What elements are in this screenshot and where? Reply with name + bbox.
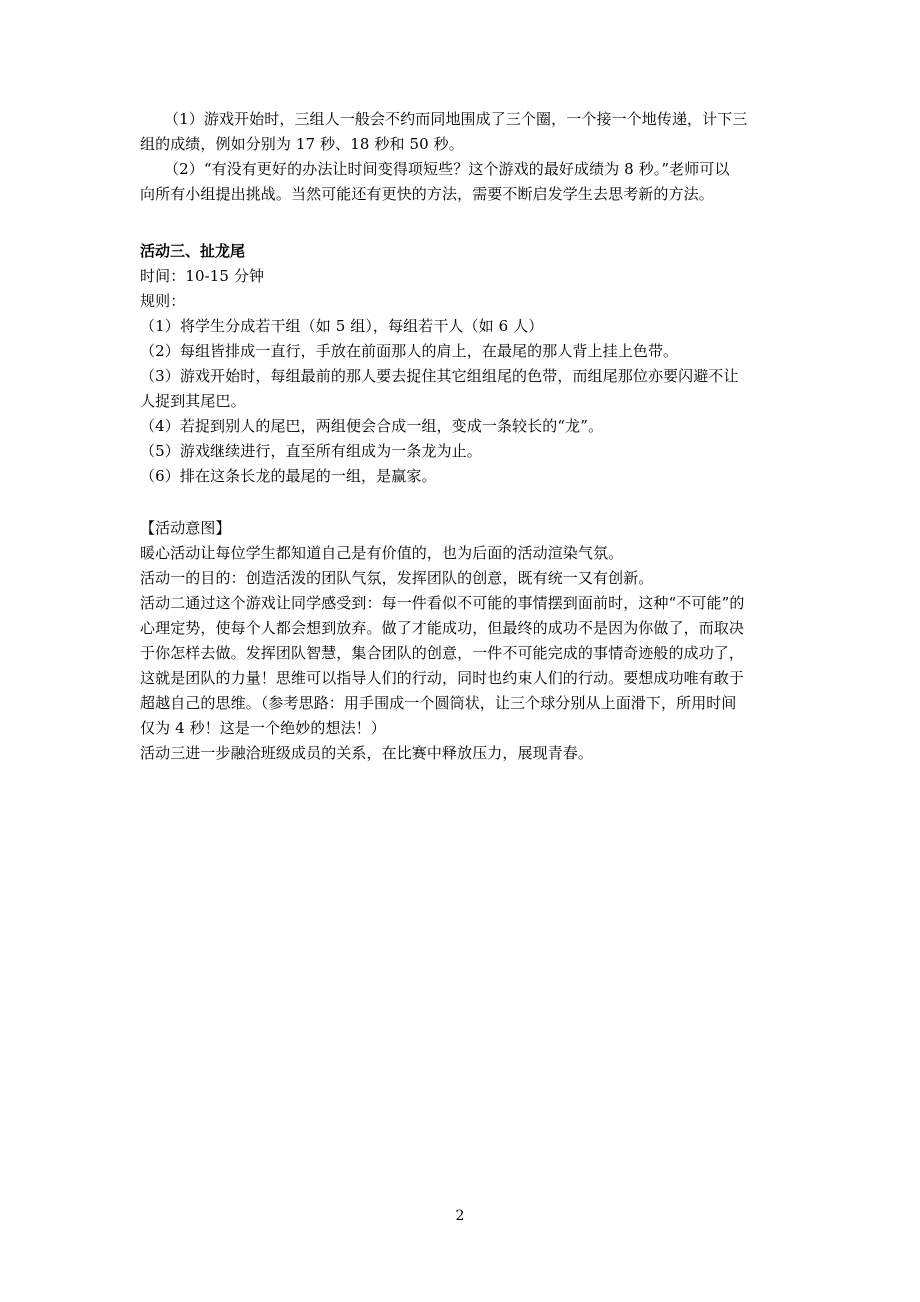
intent-line-3: 活动二通过这个游戏让同学感受到：每一件看似不可能的事情摆到面前时，这种“不可能”的: [140, 594, 745, 612]
intent-line-1: 暖心活动让每位学生都知道自己是有价值的，也为后面的活动渲染气氛。: [140, 544, 624, 562]
prev-point-2-line-2: 向所有小组提出挑战。当然可能还有更快的方法，需要不断启发学生去思考新的方法。: [140, 185, 714, 203]
intent-line-5: 于你怎样去做。发挥团队智慧，集合团队的创意，一件不可能完成的事情奇迹般的成功了，: [140, 644, 745, 662]
activity3-rule-2: （2）每组皆排成一直行，手放在前面那人的肩上，在最尾的那人背上挂上色带。: [140, 342, 679, 360]
intent-line-7: 超越自己的思维。（参考思路：用手围成一个圆筒状，让三个球分别从上面滑下，所用时间: [140, 694, 737, 712]
activity3-rule-6: （6）排在这条长龙的最尾的一组，是赢家。: [140, 467, 437, 485]
intent-line-8: 仅为 4 秒！这是一个绝妙的想法！）: [140, 719, 386, 737]
spacer: [140, 207, 780, 239]
intent-line-2: 活动一的目的：创造活泼的团队气氛，发挥团队的创意，既有统一又有创新。: [140, 569, 654, 587]
prev-point-2-line-1: （2）“有没有更好的办法让时间变得项短些？这个游戏的最好成绩为 8 秒。”老师可以: [164, 160, 730, 178]
activity3-rule-1: （1）将学生分成若干组（如 5 组），每组若干人（如 6 人）: [140, 317, 544, 335]
intent-line-4: 心理定势，使每个人都会想到放弃。做了才能成功，但最终的成功不是因为你做了，而取决: [140, 619, 745, 637]
intent-line-6: 这就是团队的力量！思维可以指导人们的行动，同时也约束人们的行动。要想成功唯有敢于: [140, 669, 745, 687]
document-body: [140, 107, 780, 766]
spacer: [140, 489, 780, 516]
prev-point-1-line-1: （1）游戏开始时，三组人一般会不约而同地围成了三个圈，一个接一个地传递，计下三: [164, 110, 748, 128]
activity3-rule-5: （5）游戏继续进行，直至所有组成为一条龙为止。: [140, 442, 482, 460]
activity3-time: 时间：10-15 分钟: [140, 267, 265, 285]
intent-title: 【活动意图】: [140, 519, 231, 537]
activity3-rule-3-cont: 人捉到其尾巴。: [140, 392, 246, 410]
activity3-rule-4: （4）若捉到别人的尾巴，两组便会合成一组，变成一条较长的“龙”。: [140, 417, 604, 435]
page-number: 2: [455, 1208, 465, 1224]
prev-point-1-line-2: 组的成绩，例如分别为 17 秒、18 秒和 50 秒。: [140, 135, 464, 153]
activity3-title: 活动三、扯龙尾: [140, 242, 246, 260]
activity3-rules-label: 规则：: [140, 292, 186, 310]
activity3-rule-3: （3）游戏开始时，每组最前的那人要去捉住其它组组尾的色带，而组尾那位亦要闪避不让: [140, 367, 739, 385]
intent-line-9: 活动三进一步融洽班级成员的关系，在比赛中释放压力，展现青春。: [140, 744, 594, 762]
